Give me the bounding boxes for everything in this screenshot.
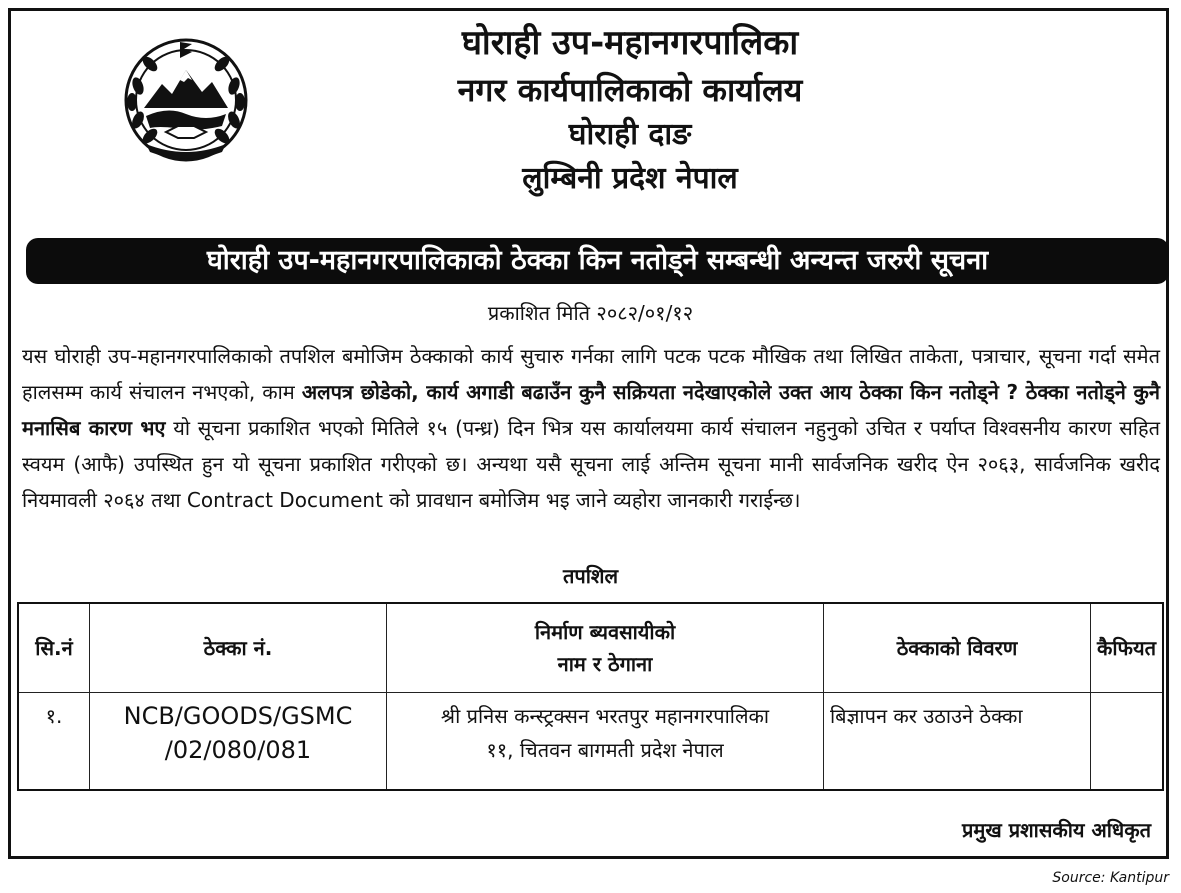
table-header-row	[18, 603, 1163, 693]
province-name: लुम्बिनी प्रदेश नेपाल	[522, 161, 738, 196]
schedule-table	[17, 602, 1164, 791]
header-sn: सि.नं	[18, 603, 90, 693]
header-builder-line1: निर्माण ब्यवसायीको	[534, 620, 676, 644]
schedule-title: तपशिल	[562, 564, 619, 588]
nepal-government-emblem-icon	[118, 36, 254, 164]
header-builder	[387, 603, 824, 693]
office-header	[260, 23, 1000, 196]
builder-line2: ११, चितवन बागमती प्रदेश नेपाल	[486, 738, 724, 762]
office-name: नगर कार्यपालिकाको कार्यालय	[457, 71, 803, 109]
cell-remarks	[1091, 693, 1164, 791]
notice-title-banner: घोराही उप-महानगरपालिकाको ठेक्का किन नतोड्ने सम्बन्धी अन्यन्त जरुरी सूचना	[26, 238, 1169, 284]
builder-line1: श्री प्रनिस कन्स्ट्रक्सन भरतपुर महानगरपालिका	[440, 704, 770, 728]
notice-text-part2: यो सूचना प्रकाशित भएको मितिले १५ (पन्ध्र) दिन भित्र यस कार्यालयमा कार्य संचालन नहुनुको उचित र पर्याप्त विश्वसनीय कारण सहित स्वयम (आफै) उपस्थित हुन यो सूचना प्रकाशित गरीएको छ। अन्यथा यसै सूचना लाई अन्तिम सूचना मानी सार्वजनिक खरीद ऐन २०६३, सार्वजनिक खरीद नियमावली २०६४ तथा Contract Document को प्रावधान बमोजिम भइ जाने व्यहोरा जानकारी गराईन्छ।	[22, 416, 1160, 512]
publication-date: प्रकाशित मिति २०८२/०१/१२	[487, 301, 694, 325]
cell-sn: १.	[18, 693, 90, 791]
contract-no-line2: /02/080/081	[164, 736, 312, 764]
source-credit: Source: Kantipur	[1052, 870, 1169, 886]
cell-builder	[387, 693, 824, 791]
signature-title: प्रमुख प्रशासकीय अधिकृत	[962, 818, 1151, 842]
cell-contract-no	[90, 693, 387, 791]
notice-text-bold: अलपत्र छोडेको, कार्य अगाडी बढाउँन कुनै सक्रियता नदेखाएकोले उक्त आय ठेक्का किन नतोड्ने ? ठेक्का नतोड्ने कुनै मनासिब कारण भए	[22, 380, 1160, 440]
notice-body	[22, 338, 1160, 518]
header-contract-no: ठेक्का नं.	[90, 603, 387, 693]
cell-description: बिज्ञापन कर उठाउने ठेक्का	[824, 693, 1091, 791]
contract-no-line1: NCB/GOODS/GSMC	[123, 702, 353, 730]
header-description: ठेक्काको विवरण	[824, 603, 1091, 693]
office-location: घोराही दाङ	[568, 117, 692, 152]
header-remarks: कैफियत	[1091, 603, 1164, 693]
notice-text-part1: यस घोराही उप-महानगरपालिकाको तपशिल बमोजिम ठेक्काको कार्य सुचारु गर्नका लागि पटक पटक मौखिक तथा लिखित ताकेता, पत्राचार, सूचना गर्दा समेत हालसम्म कार्य संचालन नभएको, काम	[22, 344, 1160, 404]
municipality-name: घोराही उप-महानगरपालिका	[461, 23, 799, 63]
header-builder-line2: नाम र ठेगाना	[557, 652, 653, 676]
table-row	[18, 693, 1163, 791]
